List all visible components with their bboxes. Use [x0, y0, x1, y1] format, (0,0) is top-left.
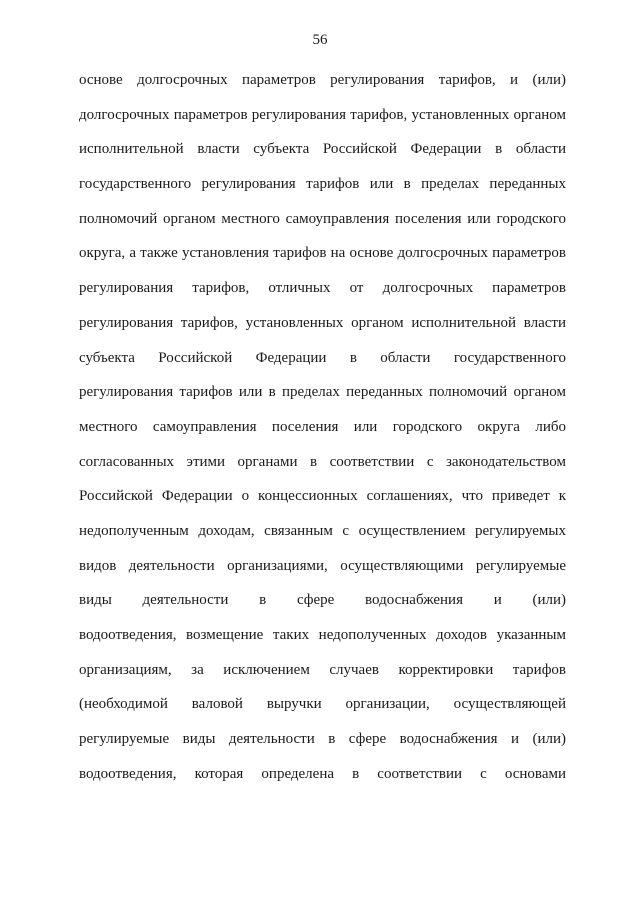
text-line: полномочий органом местного самоуправления поселения или городского: [79, 210, 566, 227]
text-line: регулирования тарифов, установленных органом исполнительной власти: [79, 314, 566, 331]
text-line: водоотведения, возмещение таких недополученных доходов указанным: [79, 627, 566, 643]
text-line: местного самоуправления поселения или городского округа либо: [79, 418, 566, 435]
text-line: основе долгосрочных параметров регулирования тарифов, и (или): [79, 72, 566, 88]
text-line: виды деятельности в сфере водоснабжения и (или): [79, 592, 566, 609]
text-line: видов деятельности организациями, осуществляющими регулируемые: [79, 557, 566, 574]
text-line: организациям, за исключением случаев корректировки тарифов: [79, 661, 566, 678]
text-line: согласованных этими органами в соответствии с законодательством: [79, 453, 566, 470]
text-line: округа, а также установления тарифов на основе долгосрочных параметров: [79, 245, 566, 262]
text-line: (необходимой валовой выручки организации, осуществляющей: [79, 696, 566, 713]
page-number: 56: [312, 32, 328, 48]
body-text: [79, 68, 566, 796]
text-line: водоотведения, которая определена в соответствии с основами: [79, 765, 566, 782]
text-line: регулируемые виды деятельности в сфере водоснабжения и (или): [79, 731, 566, 748]
text-line: недополученным доходам, связанным с осуществлением регулируемых: [79, 522, 566, 539]
text-line: регулирования тарифов или в пределах переданных полномочий органом: [79, 384, 566, 401]
text-line: долгосрочных параметров регулирования тарифов, установленных органом: [79, 106, 566, 123]
text-line: субъекта Российской Федерации в области государственного: [79, 349, 566, 366]
text-line: Российской Федерации о концессионных соглашениях, что приведет к: [79, 488, 566, 505]
text-line: исполнительной власти субъекта Российской Федерации в области: [79, 141, 566, 158]
text-line: государственного регулирования тарифов или в пределах переданных: [79, 176, 566, 193]
text-line: регулирования тарифов, отличных от долгосрочных параметров: [79, 280, 566, 297]
